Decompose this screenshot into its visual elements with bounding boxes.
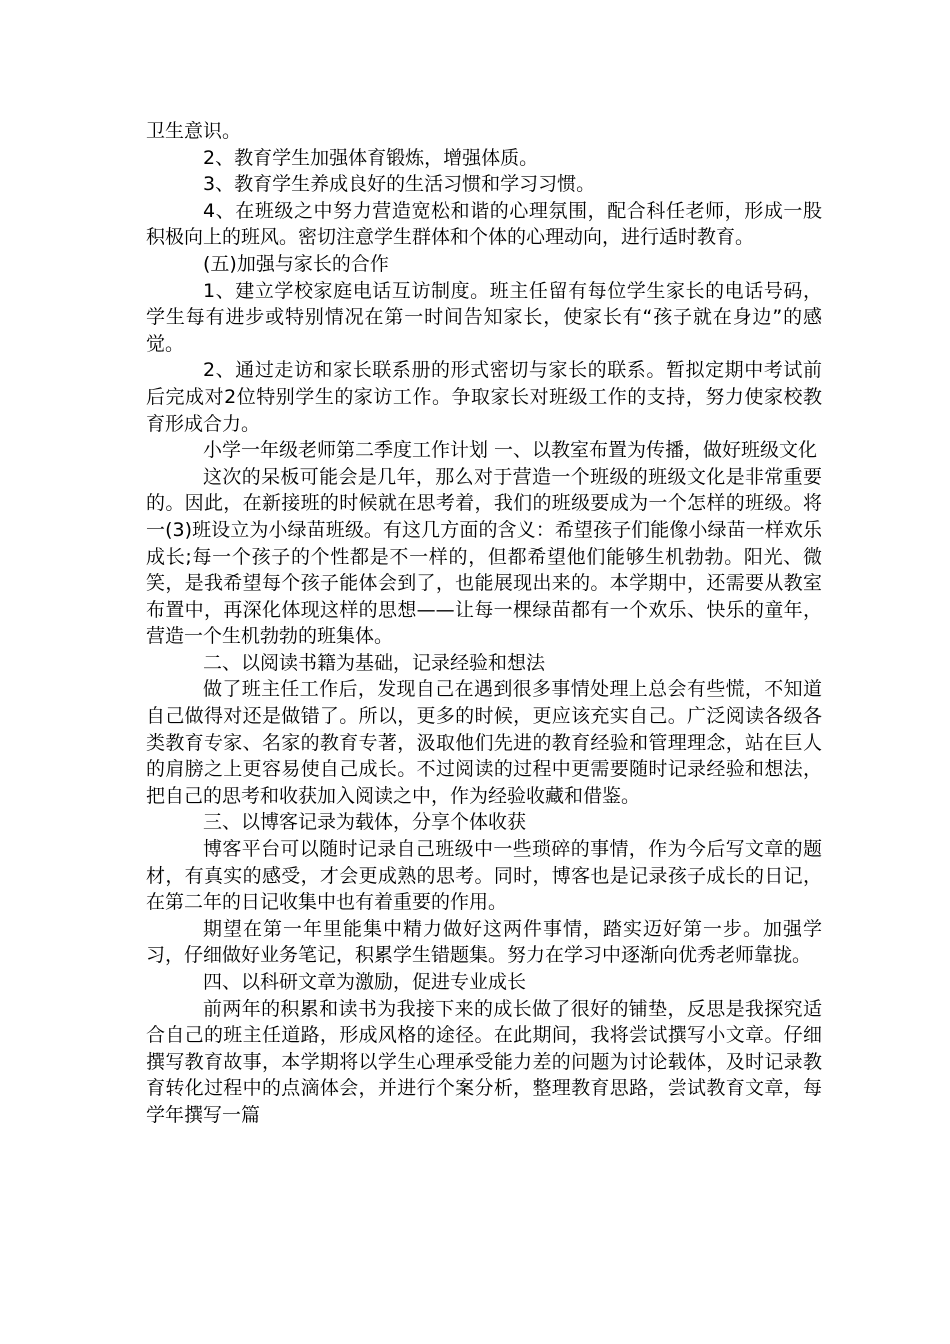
paragraph: 这次的呆板可能会是几年，那么对于营造一个班级的班级文化是非常重要的。因此，在新接班的时候就在思考着，我们的班级要成为一个怎样的班级。将一(3)班设立为小绿苗班级。有这几方面的含义：希望孩子们能像小绿苗一样欢乐成长;每一个孩子的个性都是不一样的，但都希望他们能够生机勃勃。阳光、微笑，是我希望每个孩子能体会到了，也能展现出来的。本学期中，还需要从教室布置中，再深化体现这样的思想——让每一棵绿苗都有一个欢乐、快乐的童年，营造一个生机勃勃的班集体。: [146, 465, 822, 648]
paragraph: 前两年的积累和读书为我接下来的成长做了很好的铺垫，反思是我探究适合自己的班主任道路，形成风格的途径。在此期间，我将尝试撰写小文章。仔细撰写教育故事，本学期将以学生心理承受能力差的问题为讨论载体，及时记录教育转化过程中的点滴体会，并进行个案分析，整理教育思路，尝试教育文章，每学年撰写一篇: [146, 997, 822, 1126]
paragraph: 期望在第一年里能集中精力做好这两件事情，踏实迈好第一步。加强学习，仔细做好业务笔记，积累学生错题集。努力在学习中逐渐向优秀老师靠拢。: [146, 917, 822, 967]
paragraph: 卫生意识。: [146, 120, 242, 142]
plan-title: 小学一年级老师第二季度工作计划 一、以教室布置为传播，做好班级文化: [203, 439, 818, 462]
paragraph: 做了班主任工作后，发现自己在遇到很多事情处理上总会有些慌，不知道自己做得对还是做错了。所以，更多的时候，更应该充实自己。广泛阅读各级各类教育专家、名家的教育专著，汲取他们先进的教育经验和管理理念，站在巨人的肩膀之上更容易使自己成长。不过阅读的过程中更需要随时记录经验和想法，把自己的思考和收获加入阅读之中，作为经验收藏和借鉴。: [146, 678, 822, 807]
paragraph: 博客平台可以随时记录自己班级中一些琐碎的事情，作为今后写文章的题材，有真实的感受，才会更成熟的思考。同时，博客也是记录孩子成长的日记，在第二年的日记收集中也有着重要的作用。: [146, 838, 822, 914]
paragraph: 2、教育学生加强体育锻炼，增强体质。: [203, 146, 539, 169]
section-heading: 三、以博客记录为载体，分享个体收获: [203, 811, 527, 834]
section-heading: 四、以科研文章为激励，促进专业成长: [203, 971, 527, 993]
paragraph: 3、教育学生养成良好的生活习惯和学习习惯。: [203, 173, 596, 196]
document-body: [146, 118, 822, 1129]
paragraph: 4、在班级之中努力营造宽松和谐的心理氛围，配合科任老师，形成一股积极向上的班风。密切注意学生群体和个体的心理动向，进行适时教育。: [146, 199, 822, 249]
paragraph: 1、建立学校家庭电话互访制度。班主任留有每位学生家长的电话号码，学生每有进步或特别情况在第一时间告知家长，使家长有“孩子就在身边”的感觉。: [146, 279, 822, 355]
section-heading: (五)加强与家长的合作: [203, 252, 389, 275]
paragraph: 2、通过走访和家长联系册的形式密切与家长的联系。暂拟定期中考试前后完成对2位特别学生的家访工作。争取家长对班级工作的支持，努力使家校教育形成合力。: [146, 359, 822, 435]
section-heading: 二、以阅读书籍为基础，记录经验和想法: [203, 651, 546, 674]
